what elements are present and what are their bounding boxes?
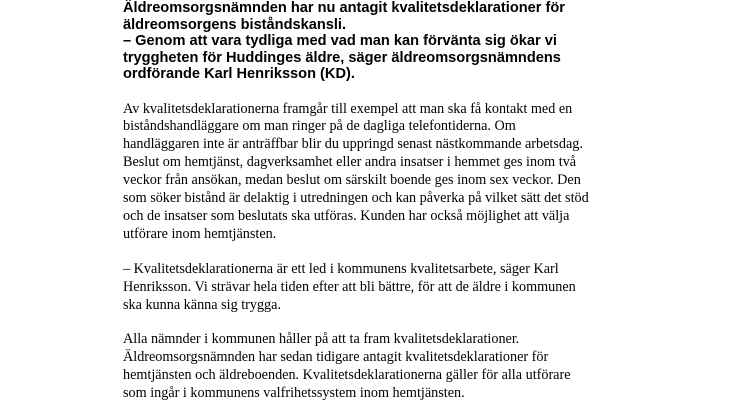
document-page [123,0,643,403]
body-line: Äldreomsorgsnämnden har sedan tidigare antagit kvalitetsdeklarationer för [123,349,549,366]
body-paragraph [123,261,643,315]
lead-line: Äldreomsorgsnämnden har nu antagit kvalitetsdeklarationer för [123,0,565,16]
body-line: som söker bistånd är delaktig i utredningen och kan påverka på vilket sätt det stöd [123,190,589,207]
body-line: Beslut om hemtjänst, dagverksamhet eller andra insatser i hemmet ges inom två [123,154,577,171]
body-line: veckor från ansökan, medan beslut om särskilt boende ges inom sex veckor. Den [123,172,581,189]
lead-line: tryggheten för Huddinges äldre, säger äldreomsorgsnämndens [123,49,561,66]
body-line: handläggaren inte är anträffbar blir du uppringd senast nästkommande arbetsdag. [123,136,583,153]
body-line: utförare inom hemtjänsten. [123,225,277,242]
lead-line: äldreomsorgens biståndskansli. [123,16,347,33]
body-line: – Kvalitetsdeklarationerna är ett led i kommunens kvalitetsarbete, säger Karl [123,260,559,277]
body-line: Av kvalitetsdeklarationerna framgår till exempel att man ska få kontakt med en [123,100,573,117]
lead-line: ordförande Karl Henriksson (KD). [123,66,355,82]
body-line: hemtjänsten och äldreboenden. Kvalitetsdeklarationerna gäller för alla utförare [123,367,571,384]
body-line: Alla nämnder i kommunen håller på att ta fram kvalitetsdeklarationer. [123,331,520,348]
body-paragraph [123,331,643,403]
body-line: Henriksson. Vi strävar hela tiden efter att bli bättre, för att de äldre i kommunen [123,278,576,295]
body-line: och de insatser som beslutats ska utföras. Kunden har också möjlighet att välja [123,207,570,224]
body-line: ska kunna känna sig trygga. [123,296,281,313]
lead-line: – Genom att vara tydliga med vad man kan förvänta sig ökar vi [123,33,557,49]
lead-paragraph [123,0,643,83]
body-paragraph [123,101,643,244]
body-line: som ingår i kommunens valfrihetssystem inom hemtjänsten. [123,385,465,402]
body-line: biståndshandläggare om man ringer på de dagliga telefontiderna. Om [123,118,516,135]
